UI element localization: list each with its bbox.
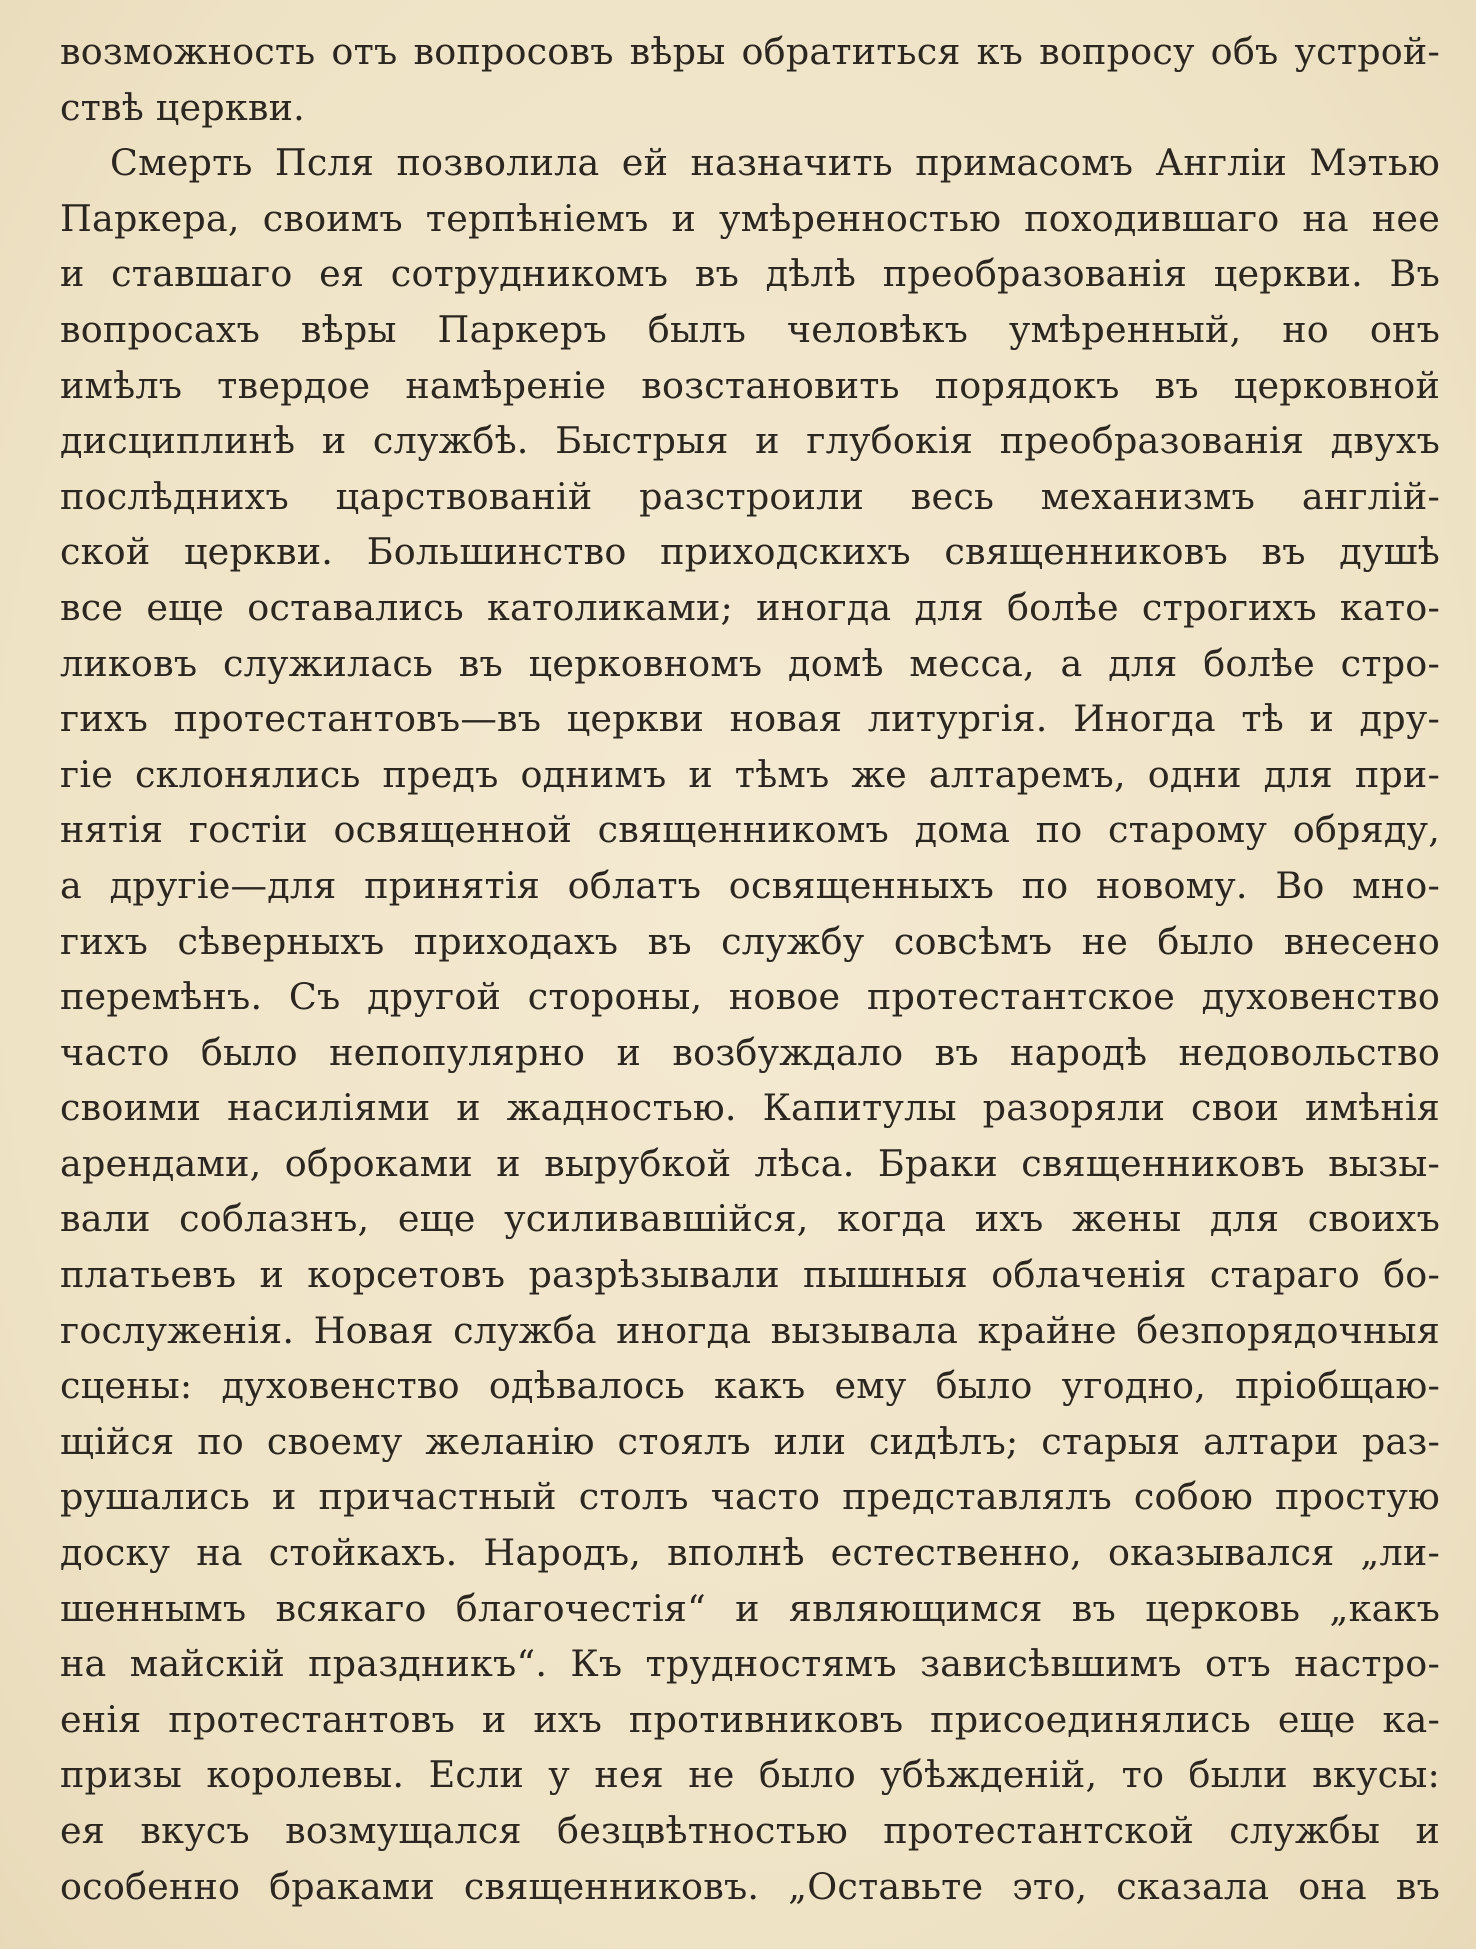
text-line: и ставшаго ея сотрудникомъ въ дѣлѣ преобразованія церкви. Въ — [60, 252, 1440, 296]
text-line: имѣлъ твердое намѣреніе возстановить порядокъ въ церковной — [60, 363, 1440, 407]
text-line: все еще оставались католиками; иногда для болѣе строгихъ като- — [60, 585, 1440, 629]
text-line: гихъ протестантовъ—въ церкви новая литургія. Иногда тѣ и дру- — [60, 697, 1440, 741]
text-line: арендами, оброками и вырубкой лѣса. Браки священниковъ вызы- — [60, 1141, 1440, 1185]
text-line: сцены: духовенство одѣвалось какъ ему было угодно, пріобщаю- — [60, 1364, 1440, 1408]
text-line: гіе склонялись предъ однимъ и тѣмъ же алтаремъ, одни для при- — [60, 752, 1440, 796]
book-page — [60, 24, 1440, 1924]
text-line: часто было непопулярно и возбуждало въ народѣ недовольство — [60, 1030, 1440, 1074]
text-line: гихъ сѣверныхъ приходахъ въ службу совсѣмъ не было внесено — [60, 919, 1440, 963]
text-line: ея вкусъ возмущался безцвѣтностью протестантской службы и — [60, 1809, 1440, 1852]
text-line: послѣднихъ царствованій разстроили весь механизмъ англій- — [60, 474, 1440, 518]
text-line: ликовъ служилась въ церковномъ домѣ месса, а для болѣе стро- — [60, 641, 1440, 685]
text-line: а другіе—для принятія облатъ освященныхъ по новому. Во мно- — [60, 863, 1440, 907]
text-line: возможность отъ вопросовъ вѣры обратиться къ вопросу объ устрой- — [60, 30, 1440, 73]
text-line: рушались и причастный столъ часто представлялъ собою простую — [60, 1475, 1440, 1519]
text-line: гослуженія. Новая служба иногда вызывала крайне безпорядочныя — [60, 1308, 1440, 1352]
text-line: нятія гостіи освященной священникомъ дома по старому обряду, — [60, 808, 1440, 852]
text-line: вали соблазнъ, еще усиливавшійся, когда ихъ жены для своихъ — [60, 1197, 1440, 1241]
text-line: шеннымъ всякаго благочестія“ и являющимся въ церковь „какъ — [60, 1586, 1440, 1630]
text-line: ской церкви. Большинство приходскихъ священниковъ въ душѣ — [60, 530, 1440, 574]
text-line: вопросахъ вѣры Паркеръ былъ человѣкъ умѣренный, но онъ — [60, 307, 1440, 351]
text-line: ствѣ церкви. — [60, 85, 305, 129]
text-line: платьевъ и корсетовъ разрѣзывали пышныя облаченія стараго бо- — [60, 1253, 1440, 1297]
text-line: Смерть Псля позволила ей назначить примасомъ Англіи Мэтью — [110, 141, 1440, 185]
text-line: Паркера, своимъ терпѣніемъ и умѣренностью походившаго на нее — [60, 196, 1440, 240]
text-line: призы королевы. Если у нея не было убѣжденій, то были вкусы: — [60, 1753, 1440, 1797]
text-line: на майскій праздникъ“. Къ трудностямъ зависѣвшимъ отъ настро- — [60, 1642, 1440, 1686]
text-line: доску на стойкахъ. Народъ, вполнѣ естественно, оказывался „ли- — [60, 1531, 1440, 1575]
text-line: перемѣнъ. Съ другой стороны, новое протестантское духовенство — [60, 975, 1440, 1019]
text-line: особенно браками священниковъ. „Оставьте это, сказала она въ — [60, 1864, 1440, 1908]
text-line: дисциплинѣ и службѣ. Быстрыя и глубокія преобразованія двухъ — [60, 419, 1440, 463]
text-line: щійся по своему желанію стоялъ или сидѣлъ; старыя алтари раз- — [60, 1419, 1440, 1463]
text-line: енія протестантовъ и ихъ противниковъ присоединялись еще ка- — [60, 1697, 1440, 1741]
text-line: своими насиліями и жадностью. Капитулы разоряли свои имѣнія — [60, 1086, 1440, 1130]
